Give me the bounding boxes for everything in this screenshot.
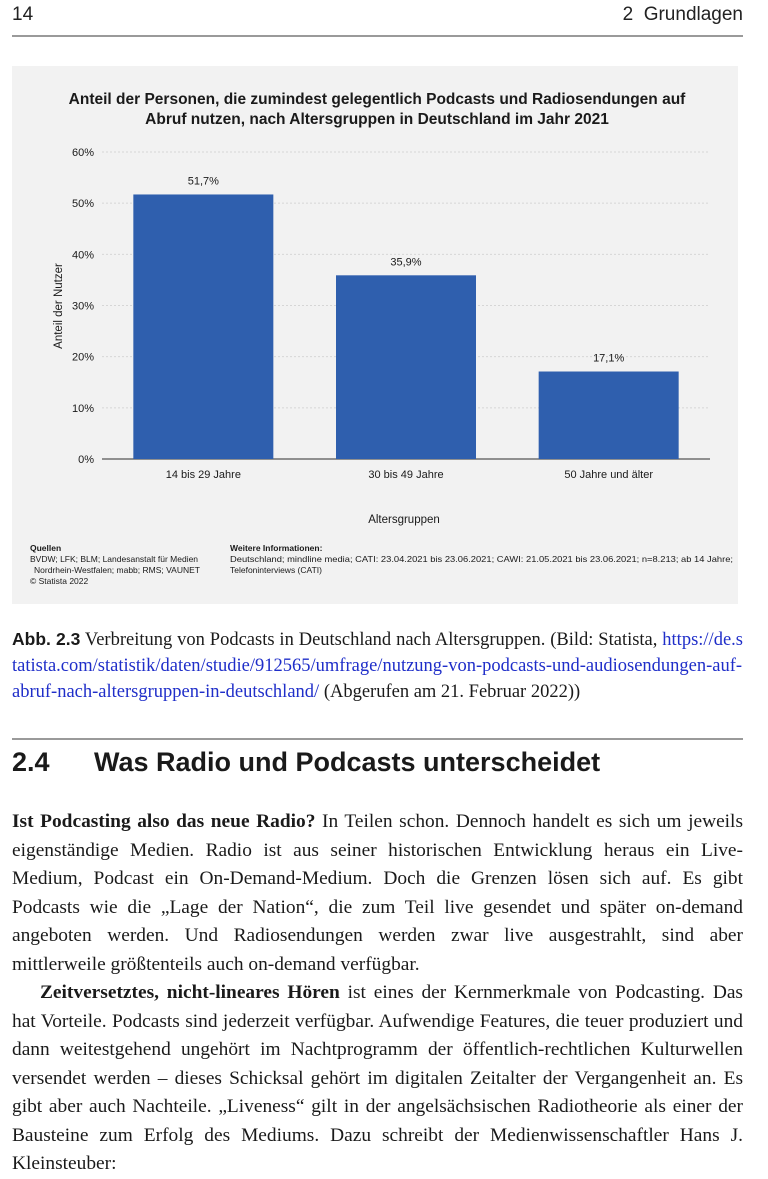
paragraph-2-text: ist eines der Kernmerkmale von Podcasting. Das hat Vorteile. Podcasts sind jederzeit verfügbar. Aufwendige Features, die teuer produziert und dann weitestgehend ungehört im Nachtprogramm der öffentlich-rechtlichen Kulturwellen versendet werden – dieses Schicksal gehört im digitalen Zeitalter der Vergangenheit an. Es gibt aber auch Nachteile. „Liveness“ gilt in der angelsächsischen Radiotheorie als einer der Bausteine zum Erfolg des Mediums. Dazu schreibt der Medienwissenschaftler Hans J. Kleinsteuber: — [12, 982, 743, 1174]
y-tick-label: 50% — [71, 198, 94, 211]
bar — [336, 275, 476, 459]
x-tick-label: 30 bis 49 Jahre — [368, 469, 444, 481]
info-line-2: Telefoninterviews (CATI) — [230, 565, 322, 575]
y-tick-label: 20% — [71, 351, 94, 364]
chart-title-line-1: Anteil der Personen, die zumindest gelegentlich Podcasts und Radiosendungen auf — [68, 91, 686, 108]
caption-text: Verbreitung von Podcasts in Deutschland nach Altersgruppen. (Bild: Statista, — [80, 630, 663, 650]
caption-source-link[interactable]: https://de.statista.com/statistik/daten/studie/912565/umfrage/nutzung-von-podcasts-und-audiosendungen-auf-abruf-nach-altersgruppen-in-deutschland/ — [12, 630, 743, 702]
paragraph-2-lead: Zeitversetztes, nicht-lineares Hören — [40, 982, 340, 1003]
body-text — [12, 808, 743, 1179]
bar — [539, 372, 679, 459]
sources-heading: Quellen — [30, 543, 62, 553]
section-rule — [12, 738, 743, 740]
paragraph-1 — [12, 808, 743, 979]
y-tick-label: 10% — [71, 402, 94, 415]
section-title: Was Radio und Podcasts unterscheidet — [94, 747, 601, 777]
copyright-statista: © Statista 2022 — [30, 576, 89, 586]
y-tick-label: 0% — [78, 454, 94, 466]
figure-statista-chart — [12, 66, 738, 604]
y-tick-label: 40% — [71, 249, 94, 262]
header-rule — [12, 35, 743, 37]
x-tick-label: 14 bis 29 Jahre — [165, 469, 241, 481]
chart-title-line-2: Abruf nutzen, nach Altersgruppen in Deutschland im Jahr 2021 — [145, 111, 609, 128]
paragraph-1-lead: Ist Podcasting also das neue Radio? — [12, 811, 316, 832]
running-head — [12, 4, 743, 32]
x-axis-label: Altersgruppen — [368, 514, 440, 526]
info-heading: Weitere Informationen: — [230, 543, 323, 553]
figure-caption — [12, 626, 743, 705]
bar-chart — [12, 66, 738, 604]
paragraph-1-text: In Teilen schon. Dennoch handelt es sich um jeweils eigenständige Medien. Radio ist aus seiner historischen Entwicklung heraus ein Live-Medium, Podcast ein On-Demand-Medium. Doch die Grenzen lösen sich auf. Es gibt Podcasts wie die „Lage der Nation“, die zum Teil live gesendet und später on-demand angeboten werden. Und Radiosendungen werden zwar live ausgestrahlt, sind aber mittlerweile größtenteils auch on-demand verfügbar. — [12, 811, 743, 975]
y-axis-label: Anteil der Nutzer — [53, 263, 65, 349]
chapter-title: 2 Grundlagen — [622, 4, 743, 25]
caption-suffix: (Abgerufen am 21. Februar 2022)) — [319, 682, 581, 702]
y-tick-label: 60% — [71, 147, 94, 159]
caption-label: Abb. 2.3 — [12, 629, 81, 649]
bar — [133, 194, 273, 459]
bar-value-label: 17,1% — [593, 352, 625, 365]
sources-line-1: BVDW; LFK; BLM; Landesanstalt für Medien — [30, 554, 199, 564]
section-number: 2.4 — [12, 747, 50, 777]
page-number: 14 — [12, 4, 34, 25]
section-heading — [12, 747, 600, 778]
x-tick-label: 50 Jahre und älter — [564, 469, 654, 481]
bar-value-label: 35,9% — [390, 256, 422, 269]
y-tick-label: 30% — [71, 300, 94, 313]
paragraph-2 — [12, 979, 743, 1179]
bar-value-label: 51,7% — [187, 175, 219, 188]
info-line-1: Deutschland; mindline media; CATI: 23.04.2021 bis 23.06.2021; CAWI: 21.05.2021 bis 23.06.2021; n=8.213; ab 14 Jahre; — [230, 554, 733, 564]
sources-line-2: Nordrhein-Westfalen; mabb; RMS; VAUNET — [34, 565, 200, 575]
